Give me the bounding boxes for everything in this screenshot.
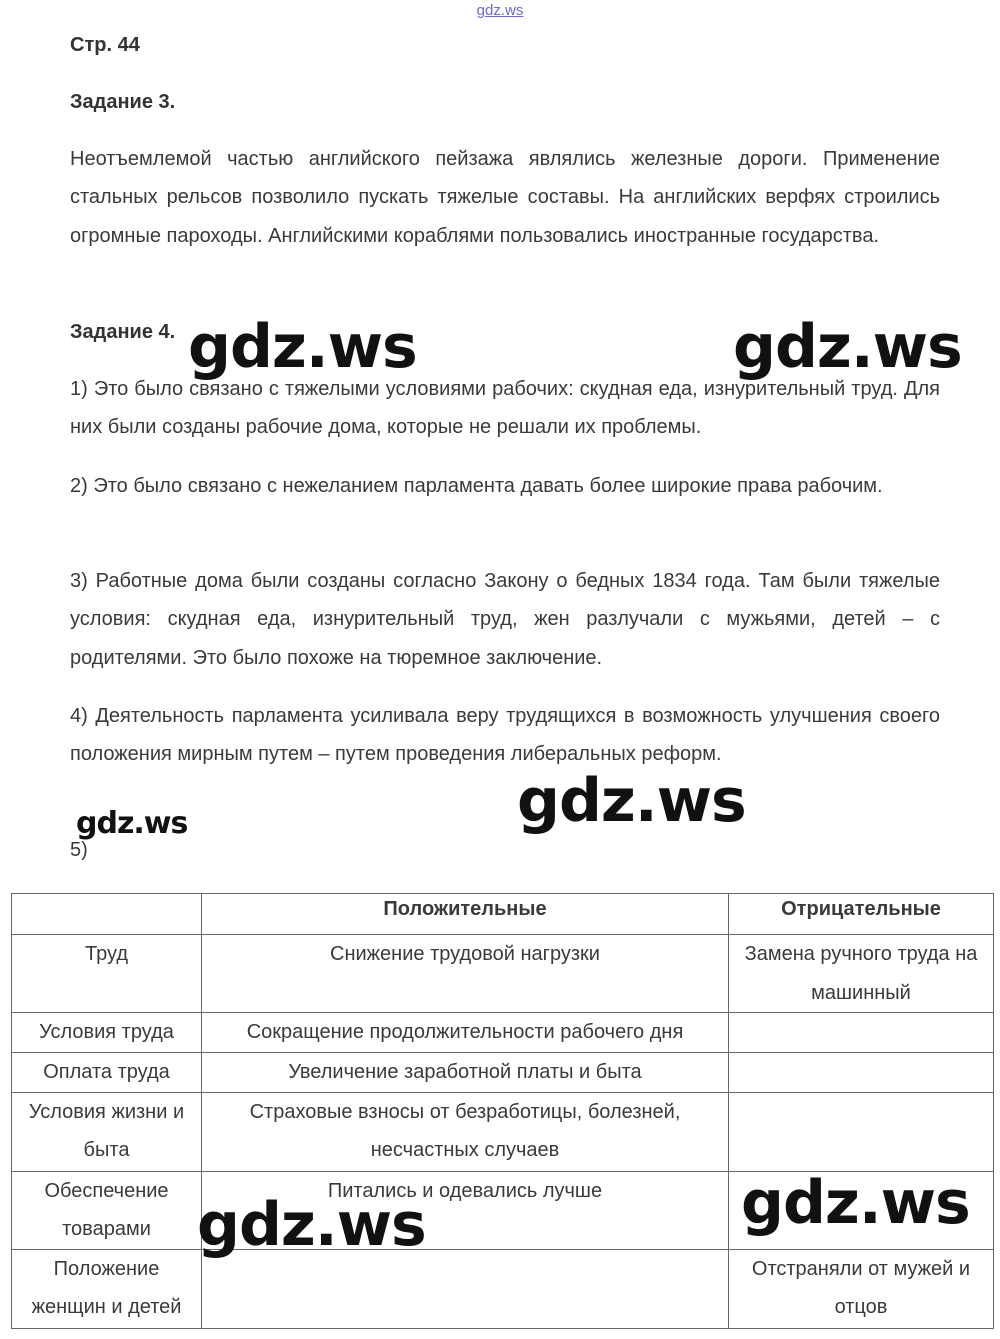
table-cell — [729, 1013, 994, 1053]
table-header-cell: Положительные — [202, 894, 729, 935]
task3-text: Неотъемлемой частью английского пейзажа являлись железные дороги. Применение стальных рельсов позволило пускать тяжелые составы. На английских верфях строились огромные пароходы. Английскими кораблями пользовались иностранные государства. — [70, 148, 940, 247]
table-cell — [729, 1092, 994, 1171]
table-header-cell: Отрицательные — [729, 894, 994, 935]
watermark: gdz.ws — [733, 312, 962, 382]
table-cell: Условия жизни и быта — [12, 1092, 202, 1171]
table-cell — [729, 1052, 994, 1092]
table-row — [12, 1013, 994, 1053]
table-cell: Отстраняли от мужей и отцов — [729, 1249, 994, 1328]
table-cell: Положение женщин и детей — [12, 1249, 202, 1328]
table-header-row — [12, 894, 994, 935]
task4-item-1: 1) Это было связано с тяжелыми условиями рабочих: скудная еда, изнурительный труд. Для них были созданы рабочие дома, которые не решали их проблемы. — [70, 378, 940, 439]
page-label: Стр. 44 — [70, 34, 140, 56]
task4-item-2: 2) Это было связано с нежеланием парламента давать более широкие права рабочим. — [70, 475, 883, 497]
task4-heading: Задание 4. — [70, 321, 176, 343]
task4-item-3: 3) Работные дома были созданы согласно Закону о бедных 1834 года. Там были тяжелые условия: скудная еда, изнурительный труд, жен разлучали с мужьями, детей – с родителями. Это было похоже на тюремное заключение. — [70, 570, 940, 669]
table-cell: Сокращение продолжительности рабочего дня — [202, 1013, 729, 1053]
task3-heading: Задание 3. — [70, 91, 176, 113]
table-cell: Обеспечение товарами — [12, 1171, 202, 1249]
table-cell: Страховые взносы от безработицы, болезней, несчастных случаев — [202, 1092, 729, 1171]
table-cell: Оплата труда — [12, 1052, 202, 1092]
table-cell: Труд — [12, 935, 202, 1013]
table-row — [12, 935, 994, 1013]
watermark: gdz.ws — [517, 766, 746, 836]
table-cell: Увеличение заработной платы и быта — [202, 1052, 729, 1092]
table-row — [12, 1092, 994, 1171]
table-cell — [202, 1249, 729, 1328]
comparison-table — [11, 893, 994, 1329]
watermark: gdz.ws — [741, 1168, 970, 1238]
table-cell: Замена ручного труда на машинный — [729, 935, 994, 1013]
watermark: gdz.ws — [188, 312, 417, 382]
task4-item-4: 4) Деятельность парламента усиливала веру трудящихся в возможность улучшения своего положения мирным путем – путем проведения либеральных реформ. — [70, 705, 940, 766]
table-cell: Снижение трудовой нагрузки — [202, 935, 729, 1013]
task4-item-5: 5) — [70, 839, 88, 861]
table-cell: Условия труда — [12, 1013, 202, 1053]
watermark: gdz.ws — [76, 806, 188, 841]
table-row — [12, 1052, 994, 1092]
table-row — [12, 1249, 994, 1328]
table-header-cell — [12, 894, 202, 935]
watermark: gdz.ws — [197, 1190, 426, 1260]
table-cell: Питались и одевались лучше — [202, 1171, 729, 1249]
watermark-top: gdz.ws — [476, 2, 524, 19]
